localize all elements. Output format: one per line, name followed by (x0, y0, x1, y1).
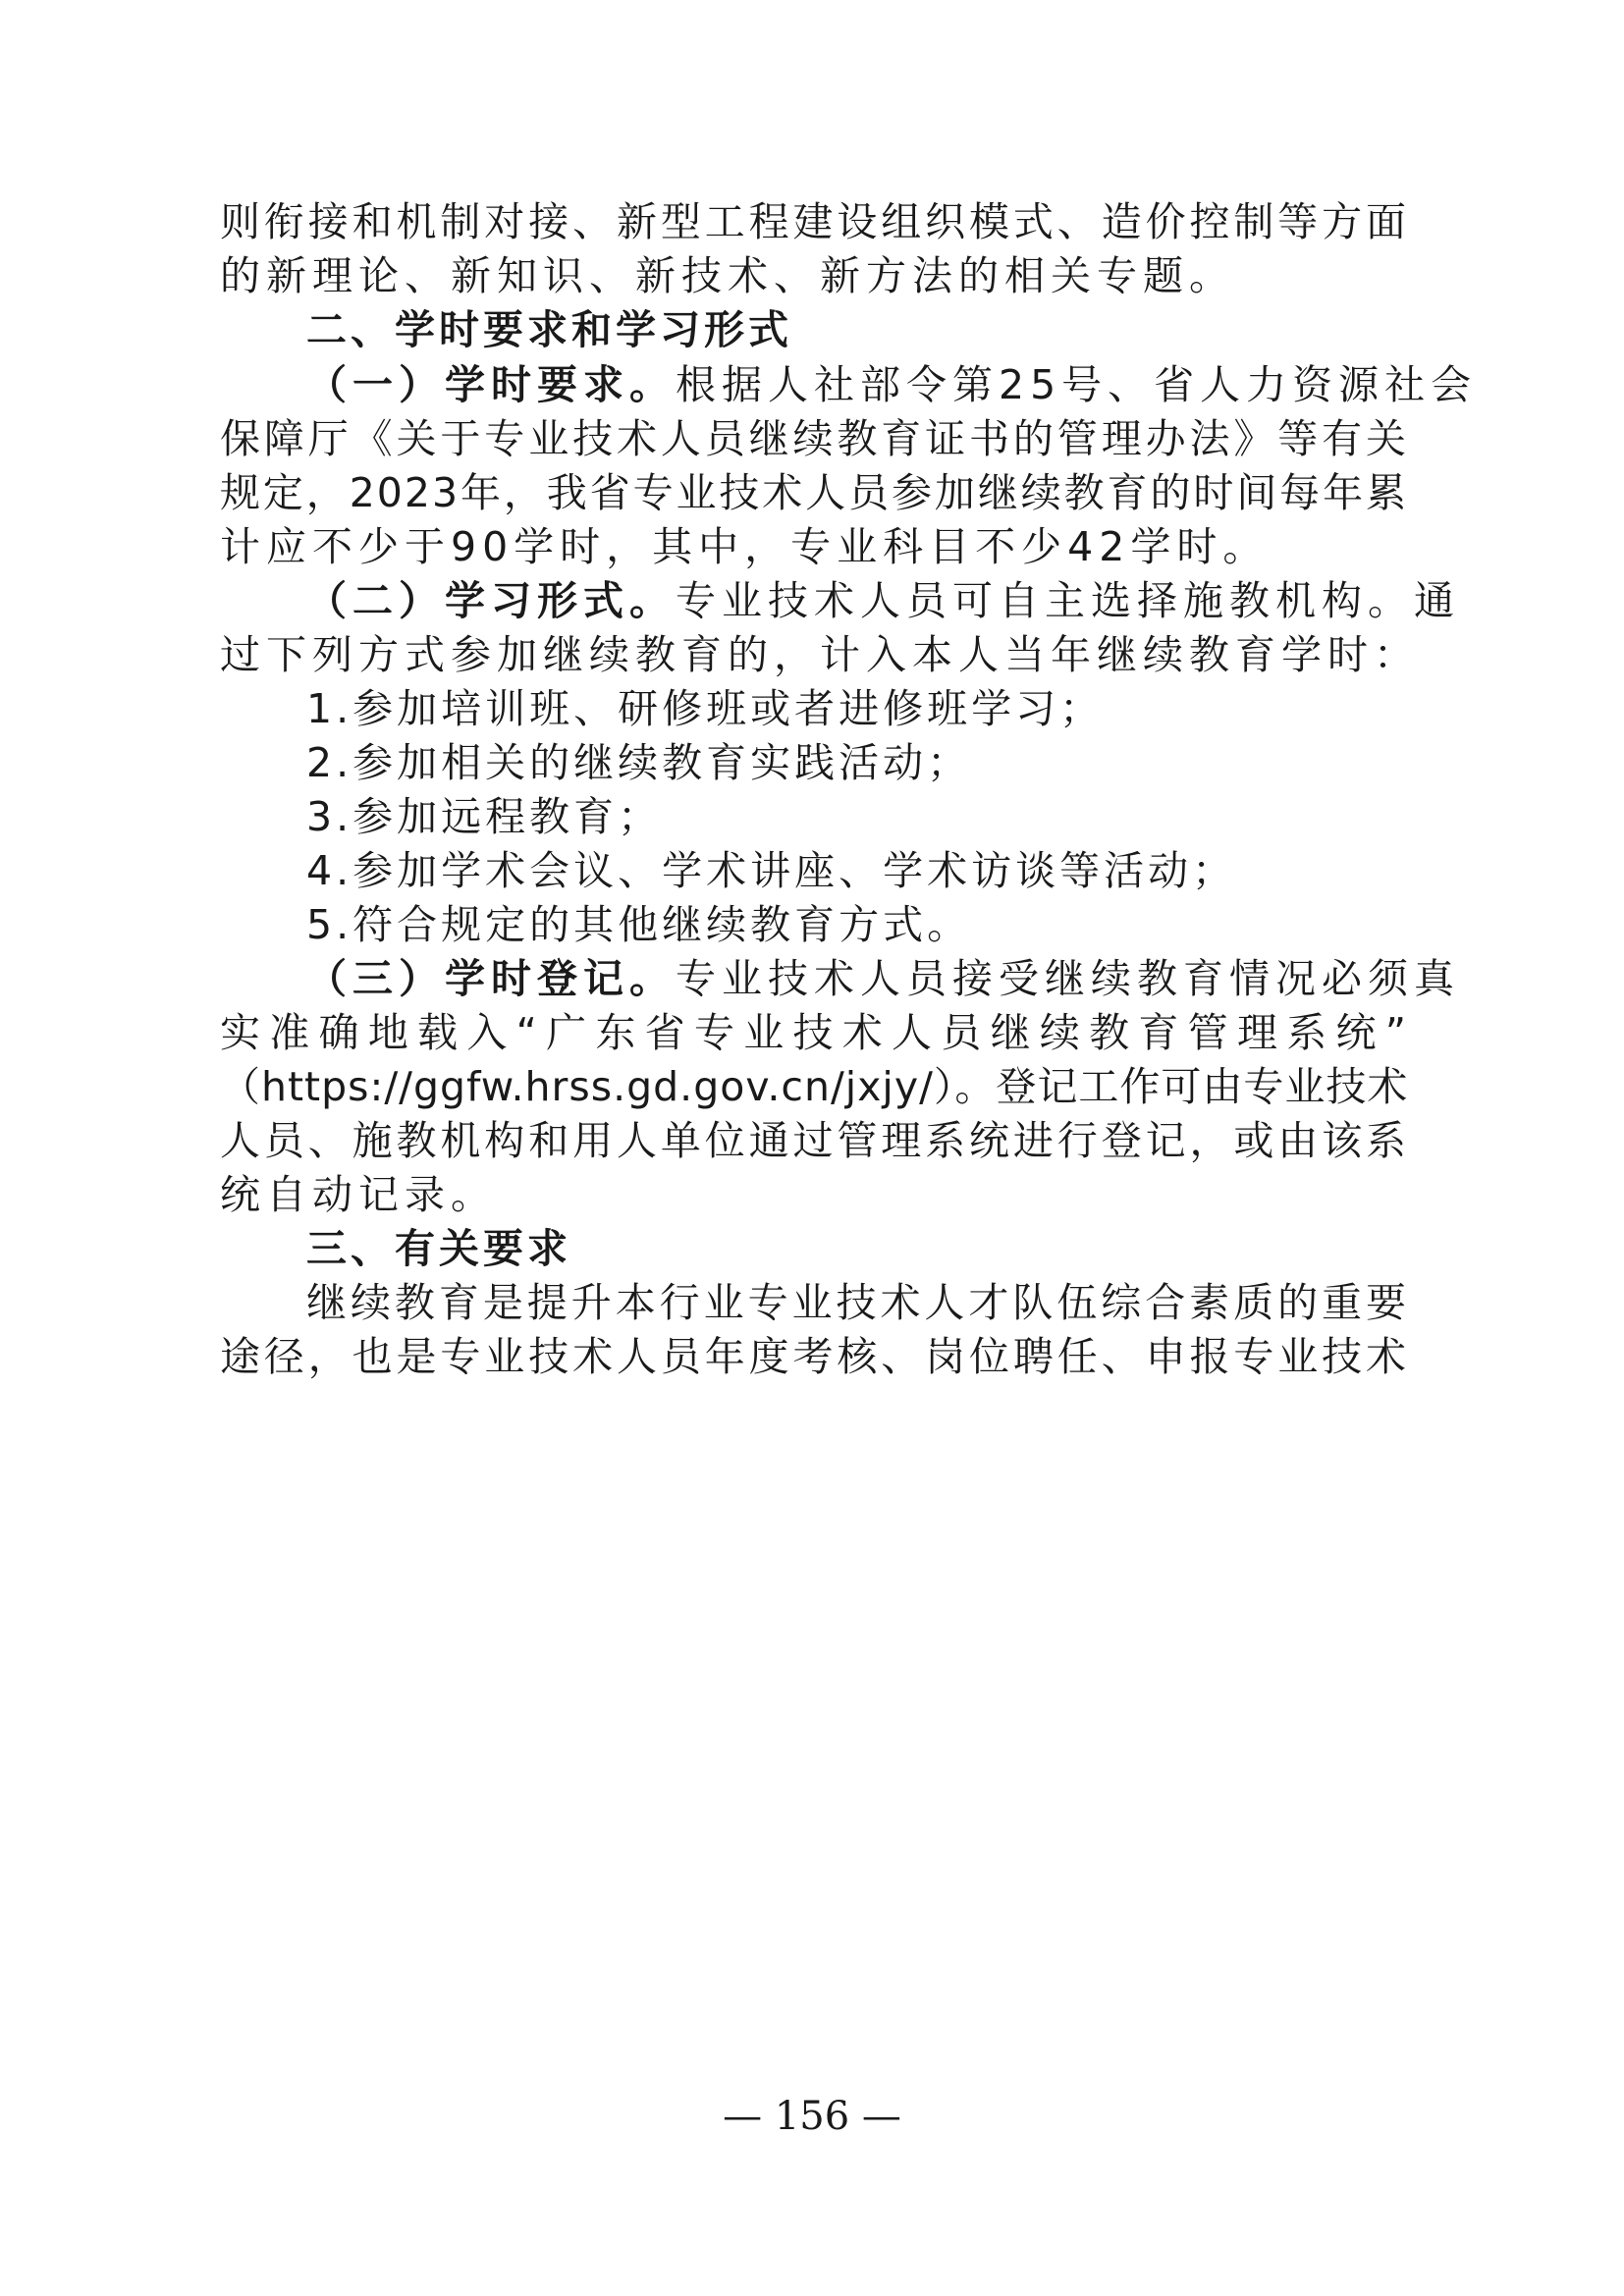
section-heading-2: 二、学时要求和学习形式 (306, 306, 792, 353)
body-text-line: 人员、施教机构和用人单位通过管理系统进行登记，或由该系 (220, 1117, 1408, 1164)
list-item: 3.参加远程教育； (306, 793, 663, 840)
body-text-line: 实准确地载入“广东省专业技术人员继续教育管理系统” (220, 1009, 1408, 1056)
subsection-3-line (306, 949, 1494, 1008)
subsection-1-label: （一）学时要求。 (306, 361, 676, 408)
body-text-line: 途径，也是专业技术人员年度考核、岗位聘任、申报专业技术 (220, 1333, 1408, 1380)
subsection-1-line (306, 355, 1494, 414)
page-number: — 156 — (723, 2094, 901, 2139)
list-item: 5.符合规定的其他继续教育方式。 (306, 901, 972, 948)
body-text-line: 计应不少于90学时，其中，专业科目不少42学时。 (220, 523, 1270, 570)
list-item: 2.参加相关的继续教育实践活动； (306, 739, 972, 786)
body-text-line: 的新理论、新知识、新技术、新方法的相关专题。 (220, 252, 1235, 299)
list-item: 4.参加学术会议、学术讲座、学术访谈等活动； (306, 847, 1237, 894)
body-text-line: 规定，2023年，我省专业技术人员参加继续教育的时间每年累 (220, 469, 1408, 516)
url-line: （https://ggfw.hrss.gd.gov.cn/jxjy/）。登记工作可由专业技术 (220, 1063, 1409, 1110)
subsection-2-label: （二）学习形式。 (306, 577, 676, 624)
section-heading-3: 三、有关要求 (306, 1225, 571, 1272)
body-text-line: 过下列方式参加继续教育的，计入本人当年继续教育学时： (220, 631, 1420, 678)
list-item: 1.参加培训班、研修班或者进修班学习； (306, 685, 1105, 732)
body-text: 专业技术人员可自主选择施教机构。通 (676, 577, 1460, 624)
body-text: 专业技术人员接受继续教育情况必须真 (676, 955, 1460, 1002)
body-text-line: 继续教育是提升本行业专业技术人才队伍综合素质的重要 (306, 1279, 1408, 1326)
body-text: 根据人社部令第25号、省人力资源社会 (676, 361, 1478, 408)
body-text-line: 统自动记录。 (220, 1171, 497, 1218)
subsection-3-label: （三）学时登记。 (306, 955, 676, 1002)
body-text-line: 则衔接和机制对接、新型工程建设组织模式、造价控制等方面 (220, 198, 1408, 245)
body-text-line: 保障厅《关于专业技术人员继续教育证书的管理办法》等有关 (220, 415, 1408, 462)
subsection-2-line (306, 571, 1494, 630)
